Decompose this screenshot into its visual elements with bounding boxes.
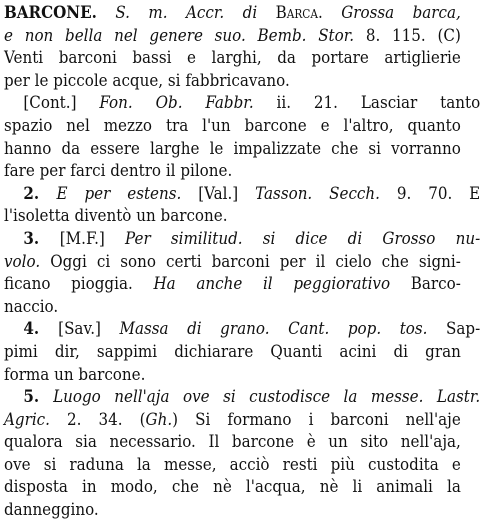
entry-text-segment: pimi dir, sappimi dichiarare Quanti acini di gran: [4, 341, 461, 362]
entry-line: [4, 364, 461, 387]
entry-text-segment: S. m. Accr. di: [115, 3, 276, 23]
dictionary-entry-barcone: [4, 2, 480, 522]
entry-text-segment: ove si raduna la messe, acciò resti più custodita e: [4, 454, 461, 475]
entry-text-segment: forma un barcone.: [4, 364, 146, 385]
entry-text-segment: Tasson. Secch.: [255, 183, 380, 204]
entry-text-segment: l'isoletta diventò un barcone.: [4, 206, 228, 227]
entry-line: [4, 431, 461, 454]
entry-line: [4, 160, 461, 183]
entry-line: [4, 296, 461, 319]
entry-line: [4, 92, 480, 115]
entry-text-segment: volo.: [4, 251, 41, 272]
entry-text-segment: Per similitud. si dice di Grosso nu-: [125, 228, 480, 249]
entry-text-segment: ii. 21. Lasciar tanto: [253, 93, 480, 114]
entry-text-segment: fare per farci dentro il pilone.: [4, 161, 233, 182]
entry-line: [4, 251, 461, 274]
entry-text-segment: ) Si formano i barconi nell'aje: [172, 409, 461, 430]
entry-text-segment: 3.: [23, 228, 60, 249]
entry-line: [4, 386, 480, 409]
entry-text-segment: 2.: [23, 183, 57, 204]
entry-text-segment: [Val.]: [181, 183, 256, 204]
entry-text-segment: Luogo nell'aja ove si custodisce la messe. Lastr.: [53, 387, 480, 408]
entry-text-segment: disposta in modo, che nè l'acqua, nè li animali la: [4, 477, 461, 498]
entry-text-segment: [Cont.]: [23, 93, 100, 114]
entry-text-segment: Venti barconi bassi e larghi, da portare artiglierie: [4, 48, 461, 69]
entry-text-segment: hanno da essere larghe le impalizzate che si vorranno: [4, 138, 461, 159]
entry-line: [4, 341, 461, 364]
entry-text-segment: qualora sia necessario. Il barcone è un sito nell'aja,: [4, 432, 461, 453]
entry-text-segment: [Sav.]: [58, 319, 120, 340]
entry-line: [4, 47, 461, 70]
entry-text-segment: BARCONE.: [4, 3, 97, 23]
entry-line: [4, 476, 461, 499]
entry-text-segment: Grossa barca,: [341, 3, 461, 23]
entry-text-segment: naccio.: [4, 296, 59, 317]
entry-text-segment: Oggi ci sono certi barconi per il cielo che signi-: [40, 251, 461, 272]
entry-text-segment: Massa di grano. Cant. pop. tos.: [119, 319, 428, 340]
entry-text-segment: 9. 70. E: [379, 183, 480, 204]
entry-text-segment: e non bella nel genere suo. Bemb. Stor.: [4, 25, 355, 46]
entry-text-segment: 5.: [23, 387, 54, 408]
entry-text-segment: Ha anche il peggiorativo: [153, 274, 391, 295]
entry-text-segment: E per estens.: [56, 183, 182, 204]
entry-line: [4, 183, 480, 206]
entry-line: [4, 273, 461, 296]
entry-line: [4, 115, 461, 138]
entry-line: [4, 70, 461, 93]
entry-line: [4, 2, 461, 25]
entry-text-segment: per le piccole acque, si fabbricavano.: [4, 70, 290, 91]
entry-text-segment: [97, 3, 115, 23]
entry-text-segment: ficano pioggia.: [4, 274, 154, 295]
entry-line: [4, 409, 461, 432]
entry-line: [4, 499, 461, 522]
entry-line: [4, 318, 480, 341]
entry-text-segment: Agric.: [4, 409, 50, 430]
entry-text-segment: Barco-: [390, 274, 461, 295]
entry-line: [4, 454, 461, 477]
entry-line: [4, 205, 461, 228]
entry-text-segment: Fon. Ob. Fabbr.: [99, 93, 254, 114]
entry-line: [4, 25, 461, 48]
entry-line: [4, 138, 461, 161]
entry-text-segment: Gh.: [145, 409, 173, 430]
entry-text-segment: 2. 34. (: [49, 409, 146, 430]
entry-text-segment: Barca: [275, 3, 318, 23]
entry-text-segment: 8. 115. (C): [354, 25, 461, 46]
entry-text-segment: spazio nel mezzo tra l'un barcone e l'altro, quanto: [4, 115, 461, 136]
entry-line: [4, 228, 480, 251]
entry-text-segment: Sap-: [427, 319, 480, 340]
entry-text-segment: [M.F.]: [59, 228, 125, 249]
entry-text-segment: .: [317, 3, 342, 23]
entry-text-segment: danneggino.: [4, 500, 99, 521]
entry-text-segment: 4.: [23, 319, 59, 340]
